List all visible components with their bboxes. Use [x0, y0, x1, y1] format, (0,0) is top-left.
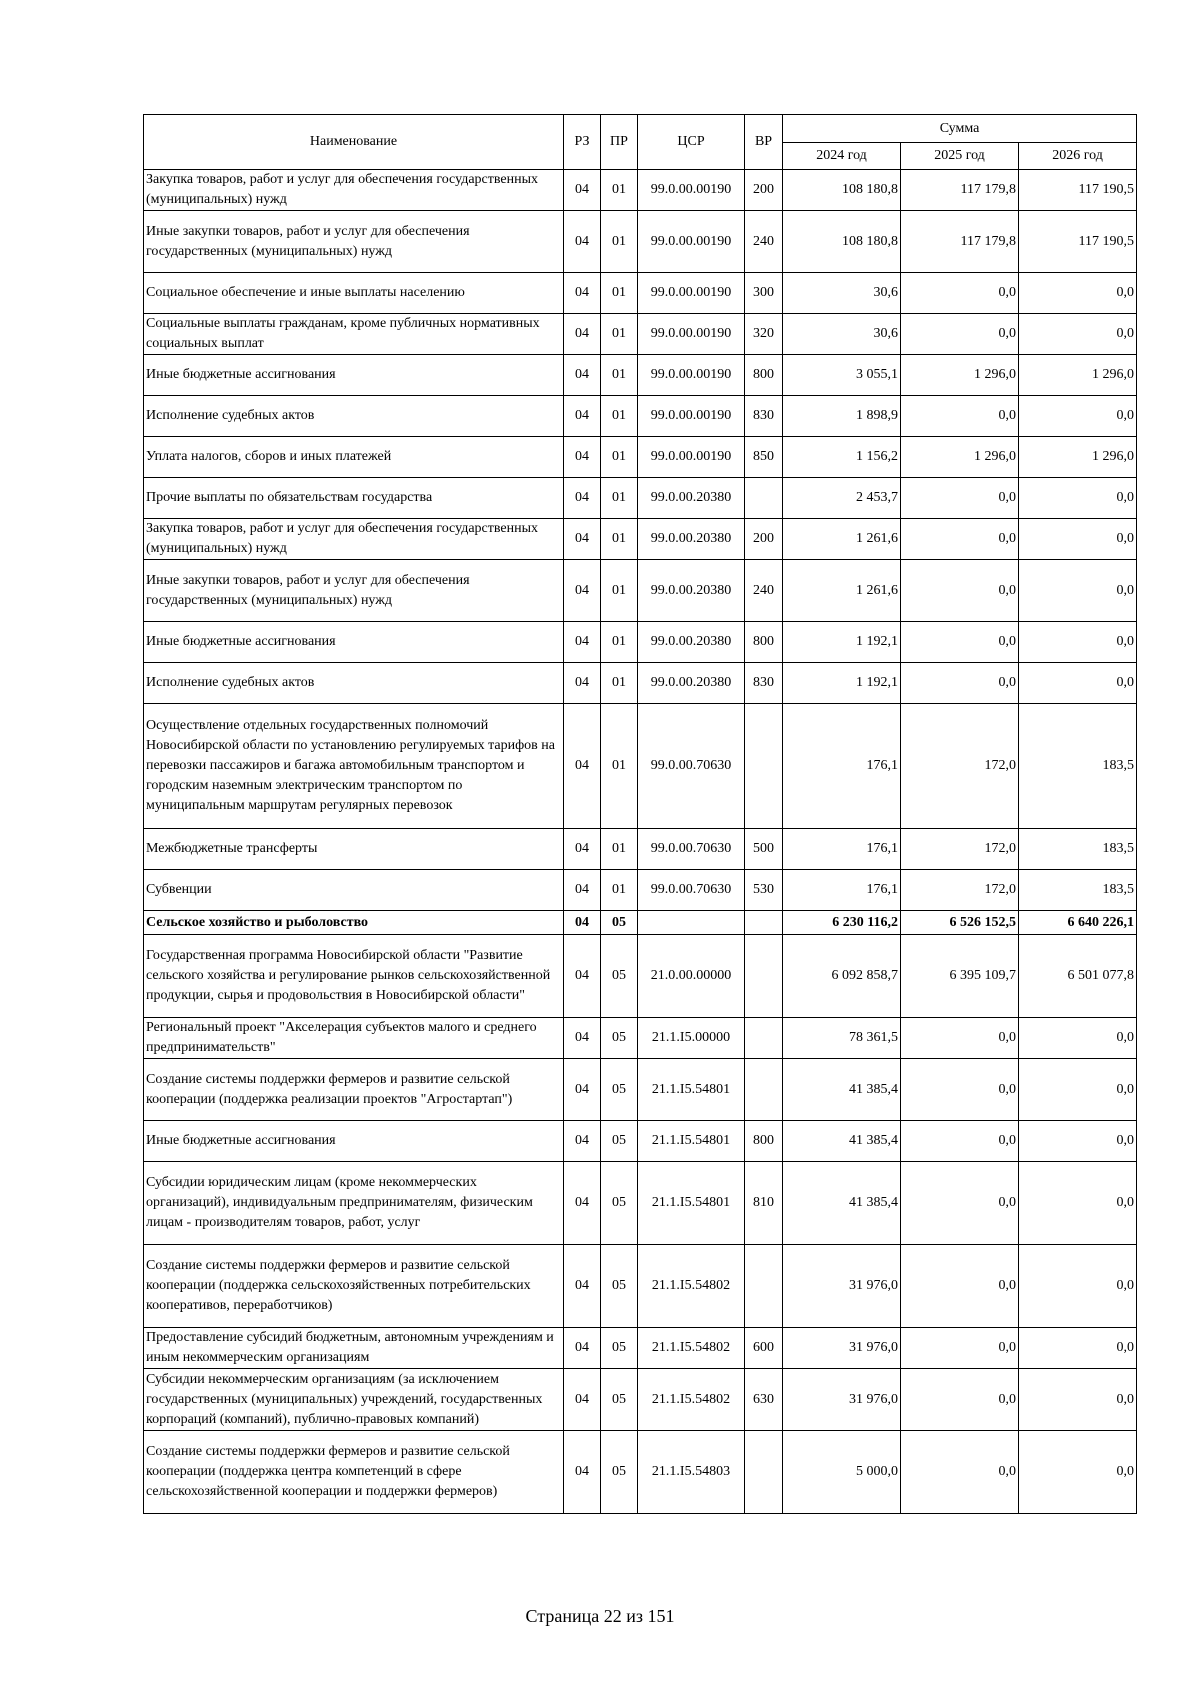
row-rz: 04: [564, 935, 601, 1018]
row-sum-2026: 0,0: [1019, 622, 1137, 663]
header-year-2025: 2025 год: [901, 143, 1019, 170]
row-name: Субвенции: [144, 870, 564, 911]
row-sum-2025: 0,0: [901, 1431, 1019, 1514]
row-rz: 04: [564, 560, 601, 622]
row-name: Исполнение судебных актов: [144, 663, 564, 704]
row-pr: 01: [601, 273, 638, 314]
row-csr: 99.0.00.00190: [638, 355, 745, 396]
row-pr: 05: [601, 1328, 638, 1369]
header-vr: ВР: [745, 115, 783, 170]
row-pr: 05: [601, 1121, 638, 1162]
table-row: [144, 870, 1137, 911]
row-vr: 320: [745, 314, 783, 355]
row-rz: 04: [564, 1369, 601, 1431]
row-vr: [745, 1245, 783, 1328]
row-sum-2024: 5 000,0: [783, 1431, 901, 1514]
row-sum-2025: 1 296,0: [901, 437, 1019, 478]
row-sum-2024: 1 156,2: [783, 437, 901, 478]
row-rz: 04: [564, 437, 601, 478]
row-sum-2026: 0,0: [1019, 519, 1137, 560]
row-csr: 99.0.00.00190: [638, 437, 745, 478]
row-rz: 04: [564, 704, 601, 829]
table-row: [144, 829, 1137, 870]
row-rz: 04: [564, 519, 601, 560]
row-csr: 21.1.I5.54802: [638, 1369, 745, 1431]
row-sum-2025: 0,0: [901, 663, 1019, 704]
row-pr: 05: [601, 911, 638, 935]
row-csr: 99.0.00.00190: [638, 211, 745, 273]
row-csr: 21.1.I5.54801: [638, 1162, 745, 1245]
row-csr: 99.0.00.00190: [638, 170, 745, 211]
row-csr: 21.1.I5.54801: [638, 1059, 745, 1121]
row-rz: 04: [564, 1328, 601, 1369]
row-sum-2025: 0,0: [901, 1162, 1019, 1245]
row-vr: [745, 1059, 783, 1121]
row-name: Иные бюджетные ассигнования: [144, 1121, 564, 1162]
row-name: Субсидии юридическим лицам (кроме некоммерческих организаций), индивидуальным предпринимателям, физическим лицам - производителям товаров, работ, услуг: [144, 1162, 564, 1245]
row-csr: 99.0.00.70630: [638, 870, 745, 911]
row-pr: 01: [601, 170, 638, 211]
row-sum-2026: 0,0: [1019, 1059, 1137, 1121]
row-name: Прочие выплаты по обязательствам государства: [144, 478, 564, 519]
budget-table: [143, 114, 1137, 1514]
row-sum-2026: 183,5: [1019, 704, 1137, 829]
row-name: Предоставление субсидий бюджетным, автономным учреждениям и иным некоммерческим организациям: [144, 1328, 564, 1369]
row-csr: 21.1.I5.54803: [638, 1431, 745, 1514]
row-rz: 04: [564, 1431, 601, 1514]
header-csr: ЦСР: [638, 115, 745, 170]
row-sum-2024: 41 385,4: [783, 1162, 901, 1245]
row-name: Создание системы поддержки фермеров и развитие сельской кооперации (поддержка реализации проектов "Агростартап"): [144, 1059, 564, 1121]
row-vr: 600: [745, 1328, 783, 1369]
row-name: Социальные выплаты гражданам, кроме публичных нормативных социальных выплат: [144, 314, 564, 355]
row-name: Субсидии некоммерческим организациям (за исключением государственных (муниципальных) учреждений, государственных корпораций (компаний), публично-правовых компаний): [144, 1369, 564, 1431]
header-year-2026: 2026 год: [1019, 143, 1137, 170]
row-pr: 01: [601, 355, 638, 396]
row-sum-2026: 1 296,0: [1019, 437, 1137, 478]
table-row: [144, 560, 1137, 622]
table-row: [144, 622, 1137, 663]
row-pr: 01: [601, 211, 638, 273]
row-sum-2026: 117 190,5: [1019, 211, 1137, 273]
row-csr: 99.0.00.20380: [638, 622, 745, 663]
row-vr: [745, 478, 783, 519]
row-rz: 04: [564, 396, 601, 437]
row-sum-2024: 30,6: [783, 314, 901, 355]
row-vr: 240: [745, 211, 783, 273]
row-vr: 810: [745, 1162, 783, 1245]
row-sum-2026: 1 296,0: [1019, 355, 1137, 396]
row-pr: 01: [601, 622, 638, 663]
row-sum-2024: 41 385,4: [783, 1059, 901, 1121]
row-sum-2025: 0,0: [901, 560, 1019, 622]
row-vr: 200: [745, 170, 783, 211]
row-sum-2025: 0,0: [901, 314, 1019, 355]
row-rz: 04: [564, 1018, 601, 1059]
row-rz: 04: [564, 1245, 601, 1328]
row-csr: [638, 911, 745, 935]
row-pr: 01: [601, 870, 638, 911]
row-sum-2024: 108 180,8: [783, 170, 901, 211]
row-sum-2026: 0,0: [1019, 273, 1137, 314]
row-sum-2024: 30,6: [783, 273, 901, 314]
row-vr: 800: [745, 355, 783, 396]
row-sum-2025: 0,0: [901, 273, 1019, 314]
row-name: Межбюджетные трансферты: [144, 829, 564, 870]
row-sum-2025: 117 179,8: [901, 170, 1019, 211]
table-row: [144, 437, 1137, 478]
row-rz: 04: [564, 1121, 601, 1162]
header-rz: РЗ: [564, 115, 601, 170]
row-pr: 01: [601, 704, 638, 829]
row-sum-2026: 6 501 077,8: [1019, 935, 1137, 1018]
row-pr: 01: [601, 478, 638, 519]
row-name: Осуществление отдельных государственных полномочий Новосибирской области по установлению регулируемых тарифов на перевозки пассажиров и багажа автомобильным транспортом и городским наземным электрическим транспортом по муниципальным маршрутам регулярных перевозок: [144, 704, 564, 829]
row-name: Государственная программа Новосибирской области "Развитие сельского хозяйства и регулирование рынков сельскохозяйственной продукции, сырья и продовольствия в Новосибирской области": [144, 935, 564, 1018]
row-csr: 21.1.I5.54802: [638, 1328, 745, 1369]
row-sum-2024: 1 261,6: [783, 560, 901, 622]
row-sum-2025: 0,0: [901, 396, 1019, 437]
table-row: [144, 170, 1137, 211]
row-rz: 04: [564, 478, 601, 519]
table-row: [144, 704, 1137, 829]
table-row: [144, 273, 1137, 314]
row-vr: 850: [745, 437, 783, 478]
row-name: Закупка товаров, работ и услуг для обеспечения государственных (муниципальных) нужд: [144, 519, 564, 560]
row-rz: 04: [564, 622, 601, 663]
row-sum-2024: 41 385,4: [783, 1121, 901, 1162]
table-row: [144, 1018, 1137, 1059]
page-number: Страница 22 из 151: [525, 1606, 675, 1626]
row-sum-2025: 0,0: [901, 622, 1019, 663]
row-csr: 99.0.00.70630: [638, 829, 745, 870]
table-row: [144, 1059, 1137, 1121]
row-sum-2026: 0,0: [1019, 396, 1137, 437]
row-vr: 500: [745, 829, 783, 870]
row-vr: 200: [745, 519, 783, 560]
row-name: Создание системы поддержки фермеров и развитие сельской кооперации (поддержка центра компетенций в сфере сельскохозяйственной кооперации и поддержки фермеров): [144, 1431, 564, 1514]
table-row: [144, 1162, 1137, 1245]
row-sum-2024: 31 976,0: [783, 1245, 901, 1328]
row-csr: 99.0.00.20380: [638, 663, 745, 704]
row-pr: 01: [601, 314, 638, 355]
row-pr: 01: [601, 519, 638, 560]
row-sum-2024: 1 192,1: [783, 622, 901, 663]
row-sum-2024: 176,1: [783, 704, 901, 829]
row-pr: 05: [601, 1162, 638, 1245]
row-sum-2024: 6 230 116,2: [783, 911, 901, 935]
row-pr: 01: [601, 437, 638, 478]
table-row: [144, 1328, 1137, 1369]
row-sum-2024: 176,1: [783, 829, 901, 870]
row-rz: 04: [564, 911, 601, 935]
table-row: [144, 1431, 1137, 1514]
row-sum-2024: 108 180,8: [783, 211, 901, 273]
row-name: Иные закупки товаров, работ и услуг для обеспечения государственных (муниципальных) нужд: [144, 211, 564, 273]
table-row: [144, 911, 1137, 935]
row-sum-2024: 31 976,0: [783, 1328, 901, 1369]
row-csr: 99.0.00.20380: [638, 478, 745, 519]
row-sum-2024: 78 361,5: [783, 1018, 901, 1059]
row-csr: 99.0.00.00190: [638, 314, 745, 355]
row-sum-2024: 3 055,1: [783, 355, 901, 396]
header-sum: Сумма: [783, 115, 1137, 143]
row-pr: 01: [601, 663, 638, 704]
row-sum-2026: 0,0: [1019, 1018, 1137, 1059]
row-csr: 99.0.00.70630: [638, 704, 745, 829]
row-sum-2024: 1 192,1: [783, 663, 901, 704]
row-csr: 21.1.I5.54801: [638, 1121, 745, 1162]
row-csr: 99.0.00.20380: [638, 560, 745, 622]
row-csr: 99.0.00.00190: [638, 396, 745, 437]
row-pr: 01: [601, 829, 638, 870]
row-csr: 21.1.I5.54802: [638, 1245, 745, 1328]
row-sum-2025: 172,0: [901, 870, 1019, 911]
row-pr: 05: [601, 1431, 638, 1514]
table-row: [144, 1121, 1137, 1162]
row-vr: [745, 1018, 783, 1059]
row-sum-2026: 6 640 226,1: [1019, 911, 1137, 935]
row-sum-2025: 117 179,8: [901, 211, 1019, 273]
row-vr: [745, 704, 783, 829]
row-name: Создание системы поддержки фермеров и развитие сельской кооперации (поддержка сельскохозяйственных потребительских кооперативов, переработчиков): [144, 1245, 564, 1328]
row-sum-2026: 0,0: [1019, 1245, 1137, 1328]
row-sum-2024: 2 453,7: [783, 478, 901, 519]
table-row: [144, 355, 1137, 396]
row-sum-2024: 1 898,9: [783, 396, 901, 437]
row-rz: 04: [564, 273, 601, 314]
row-sum-2025: 0,0: [901, 1369, 1019, 1431]
row-pr: 01: [601, 396, 638, 437]
row-csr: 21.0.00.00000: [638, 935, 745, 1018]
table-row: [144, 314, 1137, 355]
row-sum-2025: 0,0: [901, 519, 1019, 560]
row-rz: 04: [564, 829, 601, 870]
row-sum-2025: 6 526 152,5: [901, 911, 1019, 935]
row-sum-2025: 0,0: [901, 1121, 1019, 1162]
row-sum-2024: 176,1: [783, 870, 901, 911]
row-vr: 240: [745, 560, 783, 622]
row-rz: 04: [564, 314, 601, 355]
row-pr: 05: [601, 1059, 638, 1121]
row-vr: [745, 911, 783, 935]
table-row: [144, 519, 1137, 560]
table-row: [144, 396, 1137, 437]
table-row: [144, 1245, 1137, 1328]
row-sum-2026: 0,0: [1019, 478, 1137, 519]
row-sum-2024: 1 261,6: [783, 519, 901, 560]
row-rz: 04: [564, 1162, 601, 1245]
table-body: [144, 170, 1137, 1514]
row-vr: 630: [745, 1369, 783, 1431]
row-sum-2026: 183,5: [1019, 829, 1137, 870]
row-csr: 21.1.I5.00000: [638, 1018, 745, 1059]
row-vr: 800: [745, 1121, 783, 1162]
row-name: Региональный проект "Акселерация субъектов малого и среднего предпринимательств": [144, 1018, 564, 1059]
row-sum-2026: 0,0: [1019, 1328, 1137, 1369]
row-sum-2026: 0,0: [1019, 1431, 1137, 1514]
row-pr: 01: [601, 560, 638, 622]
row-sum-2026: 117 190,5: [1019, 170, 1137, 211]
row-name: Уплата налогов, сборов и иных платежей: [144, 437, 564, 478]
row-csr: 99.0.00.00190: [638, 273, 745, 314]
row-vr: [745, 1431, 783, 1514]
row-sum-2025: 0,0: [901, 1059, 1019, 1121]
table-row: [144, 663, 1137, 704]
row-sum-2026: 0,0: [1019, 1121, 1137, 1162]
row-sum-2025: 0,0: [901, 478, 1019, 519]
row-sum-2025: 0,0: [901, 1018, 1019, 1059]
row-rz: 04: [564, 870, 601, 911]
row-rz: 04: [564, 1059, 601, 1121]
row-name: Закупка товаров, работ и услуг для обеспечения государственных (муниципальных) нужд: [144, 170, 564, 211]
row-sum-2026: 0,0: [1019, 1162, 1137, 1245]
row-sum-2025: 172,0: [901, 704, 1019, 829]
table-row: [144, 935, 1137, 1018]
table-row: [144, 1369, 1137, 1431]
row-pr: 05: [601, 935, 638, 1018]
row-sum-2025: 0,0: [901, 1328, 1019, 1369]
header-pr: ПР: [601, 115, 638, 170]
row-vr: 830: [745, 663, 783, 704]
row-rz: 04: [564, 355, 601, 396]
row-vr: 800: [745, 622, 783, 663]
row-sum-2026: 0,0: [1019, 1369, 1137, 1431]
row-vr: 300: [745, 273, 783, 314]
row-sum-2026: 0,0: [1019, 314, 1137, 355]
row-name: Исполнение судебных актов: [144, 396, 564, 437]
row-sum-2024: 31 976,0: [783, 1369, 901, 1431]
row-sum-2025: 1 296,0: [901, 355, 1019, 396]
row-rz: 04: [564, 170, 601, 211]
row-name: Социальное обеспечение и иные выплаты населению: [144, 273, 564, 314]
table-row: [144, 478, 1137, 519]
row-rz: 04: [564, 663, 601, 704]
header-year-2024: 2024 год: [783, 143, 901, 170]
row-pr: 05: [601, 1018, 638, 1059]
row-vr: 830: [745, 396, 783, 437]
row-name: Иные бюджетные ассигнования: [144, 355, 564, 396]
row-name: Иные закупки товаров, работ и услуг для обеспечения государственных (муниципальных) нужд: [144, 560, 564, 622]
row-sum-2024: 6 092 858,7: [783, 935, 901, 1018]
row-sum-2026: 183,5: [1019, 870, 1137, 911]
row-pr: 05: [601, 1245, 638, 1328]
row-name: Иные бюджетные ассигнования: [144, 622, 564, 663]
row-sum-2025: 0,0: [901, 1245, 1019, 1328]
row-rz: 04: [564, 211, 601, 273]
row-sum-2026: 0,0: [1019, 663, 1137, 704]
row-pr: 05: [601, 1369, 638, 1431]
header-name: Наименование: [144, 115, 564, 170]
row-csr: 99.0.00.20380: [638, 519, 745, 560]
row-sum-2026: 0,0: [1019, 560, 1137, 622]
row-sum-2025: 6 395 109,7: [901, 935, 1019, 1018]
row-vr: 530: [745, 870, 783, 911]
table-row: [144, 211, 1137, 273]
row-sum-2025: 172,0: [901, 829, 1019, 870]
row-name: Сельское хозяйство и рыболовство: [144, 911, 564, 935]
row-vr: [745, 935, 783, 1018]
